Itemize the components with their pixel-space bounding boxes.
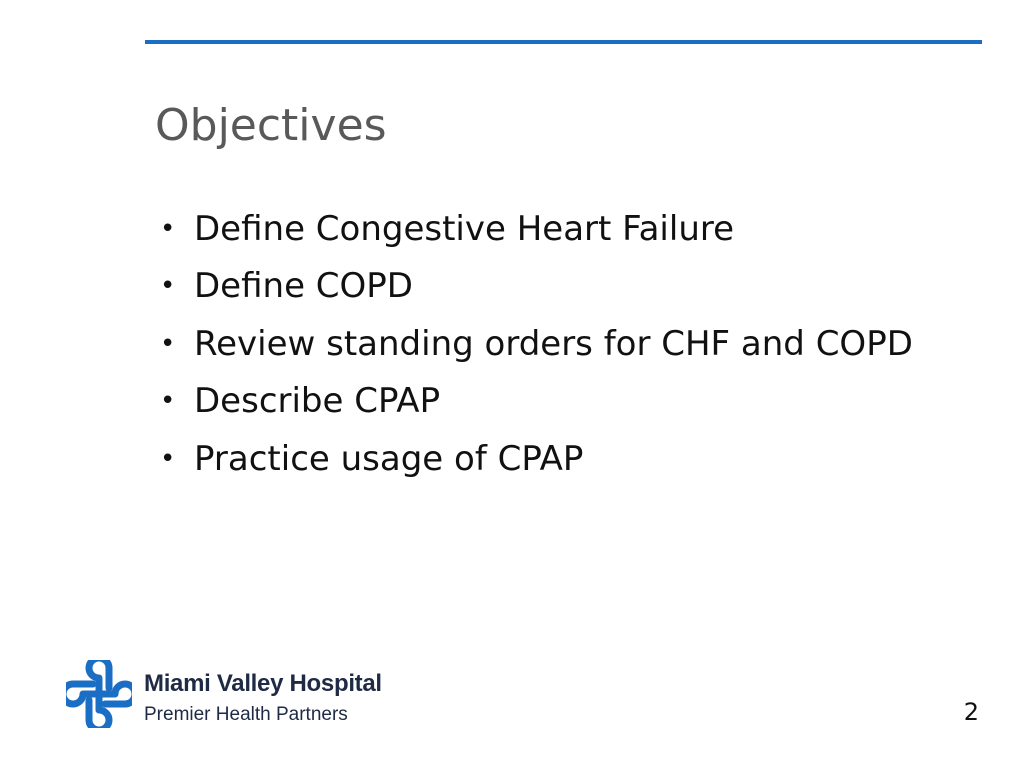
bullet-icon: • — [160, 386, 176, 417]
list-item — [160, 258, 913, 316]
organization-logo — [66, 660, 411, 734]
organization-name: Miami Valley Hospital — [144, 670, 382, 697]
list-item — [160, 430, 913, 488]
bullet-icon: • — [160, 213, 176, 244]
list-item-text: Review standing orders for CHF and COPD — [194, 323, 913, 364]
list-item — [160, 315, 913, 373]
list-item-text: Practice usage of CPAP — [194, 438, 584, 479]
bullet-icon: • — [160, 271, 176, 302]
list-item-text: Describe CPAP — [194, 381, 441, 422]
slide-title: Objectives — [155, 100, 387, 151]
bullet-icon: • — [160, 328, 176, 359]
list-item — [160, 373, 913, 431]
premier-health-cross-logo-icon — [66, 660, 132, 728]
objectives-list — [160, 200, 913, 488]
page-number: 2 — [963, 698, 979, 726]
list-item-text: Define COPD — [194, 266, 413, 307]
list-item-text: Define Congestive Heart Failure — [194, 208, 735, 249]
organization-tagline: Premier Health Partners — [144, 704, 348, 725]
top-accent-rule — [145, 40, 982, 44]
bullet-icon: • — [160, 443, 176, 474]
list-item — [160, 200, 913, 258]
